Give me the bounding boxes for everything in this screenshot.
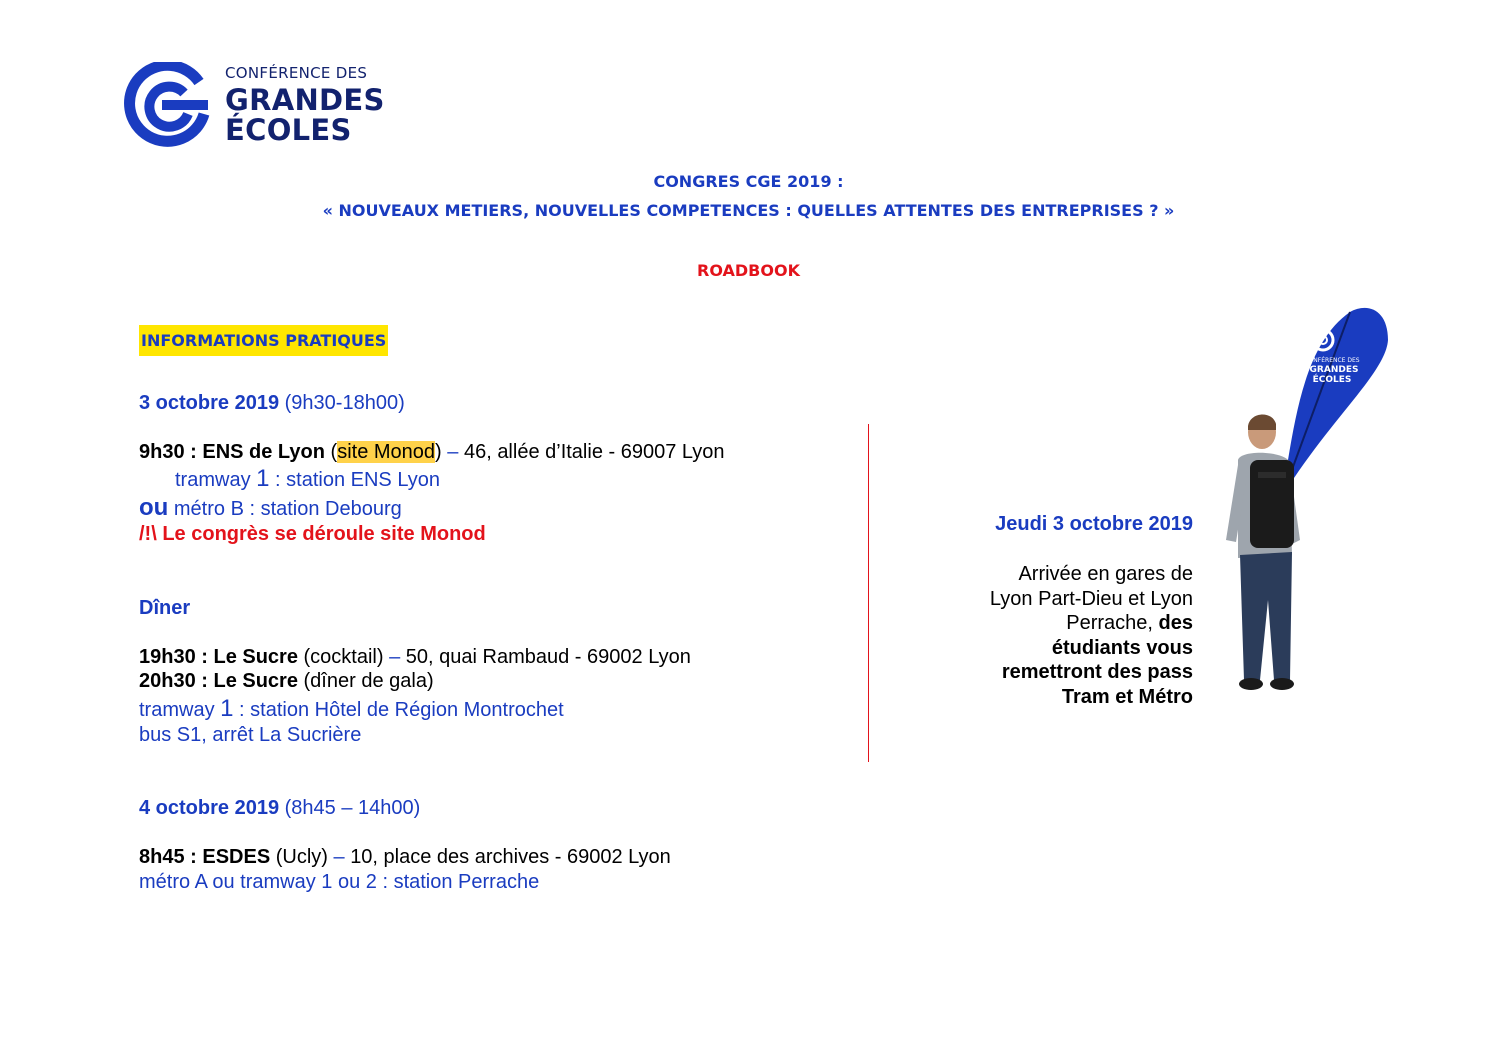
day1-venue-close: ) — [435, 441, 442, 463]
cge-logo — [124, 62, 394, 148]
day2-transport-line: métro A ou tramway 1 ou 2 : station Perrache — [139, 871, 540, 893]
day1-date: 3 octobre 2019 — [139, 392, 280, 414]
dinner-cocktail-address: 50, quai Rambaud - 69002 Lyon — [405, 646, 691, 668]
day2-venue-line — [139, 845, 671, 869]
day1-venue-site: site Monod — [337, 441, 436, 463]
flag-banner-icon — [1288, 308, 1388, 478]
day1-metro-line — [139, 496, 402, 521]
sidebar-line5: remettront des pass — [1001, 661, 1193, 683]
sidebar-date: Jeudi 3 octobre 2019 — [995, 513, 1193, 535]
sidebar-line3 — [990, 611, 1193, 636]
dinner-tram-line — [139, 697, 564, 722]
dinner-cocktail-line — [139, 645, 691, 669]
sidebar-line6: Tram et Métro — [1061, 685, 1193, 708]
section-heading-informations: INFORMATIONS PRATIQUES — [139, 325, 388, 356]
sidebar-line3-plain: Perrache, — [1066, 612, 1159, 634]
dinner-bus-line: bus S1, arrêt La Sucrière — [139, 724, 362, 746]
congress-title: CONGRES CGE 2019 : — [653, 172, 844, 191]
dinner-tram-suffix: : station Hôtel de Région Montrochet — [233, 699, 564, 721]
student-flag-illustration — [1210, 300, 1390, 715]
day1-metro: métro B : station Debourg — [168, 498, 402, 520]
day2-venue-time: 8h45 : ESDES — [139, 846, 271, 868]
flag-line2: GRANDES — [1309, 365, 1359, 375]
dinner-heading: Dîner — [139, 597, 191, 619]
day1-tram-line — [175, 467, 440, 492]
day1-date-line — [139, 391, 405, 415]
day1-tram-number: 1 — [256, 465, 270, 492]
dinner-cocktail-kind: (cocktail) — [297, 646, 384, 668]
sidebar-text — [990, 562, 1193, 709]
day1-venue-line — [139, 440, 725, 464]
day1-venue-address: 46, allée d’Italie - 69007 Lyon — [463, 441, 725, 463]
day2-date: 4 octobre 2019 — [139, 797, 280, 819]
day1-hours: (9h30-18h00) — [284, 392, 405, 414]
flag-line3: ÉCOLES — [1312, 375, 1352, 385]
logo-line2: GRANDES — [225, 83, 385, 117]
sidebar-line2: Lyon Part-Dieu et Lyon — [989, 587, 1193, 610]
day1-dash: – — [441, 441, 464, 463]
day2-hours: (8h45 – 14h00) — [284, 797, 421, 819]
dinner-gala-time: 20h30 : Le Sucre — [139, 670, 298, 692]
dinner-tram-prefix: tramway — [139, 699, 221, 721]
day2-dash: – — [327, 846, 351, 868]
sidebar-line3-bold: des — [1158, 612, 1193, 634]
dinner-gala-kind: (dîner de gala) — [297, 670, 434, 692]
day2-venue-address: 10, place des archives - 69002 Lyon — [350, 846, 671, 868]
day2-venue-kind: (Ucly) — [270, 846, 328, 868]
congress-subtitle: « NOUVEAUX METIERS, NOUVELLES COMPETENCES : QUELLES ATTENTES DES ENTREPRISES ? » — [322, 201, 1175, 220]
day1-venue-time: 9h30 : ENS de Lyon — [139, 441, 325, 463]
day2-date-line — [139, 796, 420, 820]
day1-or-word: ou — [139, 494, 169, 521]
day1-warning: /!\ Le congrès se déroule site Monod — [139, 523, 486, 545]
day1-tram-suffix: : station ENS Lyon — [269, 469, 440, 491]
sidebar-line1: Arrivée en gares de — [1018, 563, 1193, 585]
dinner-dash: – — [383, 646, 406, 668]
cge-logo-mark-icon — [124, 62, 212, 148]
vertical-divider — [868, 424, 869, 762]
day1-tram-prefix: tramway — [175, 469, 257, 491]
dinner-gala-line — [139, 669, 434, 693]
day1-venue-open: ( — [324, 441, 338, 463]
roadbook-heading: ROADBOOK — [697, 261, 800, 280]
flag-line1: CONFÉRENCE DES — [1304, 357, 1360, 364]
sidebar-line4: étudiants vous — [1051, 636, 1193, 659]
dinner-tram-number: 1 — [220, 695, 234, 722]
logo-line3: ÉCOLES — [225, 113, 352, 147]
logo-line1: CONFÉRENCE DES — [225, 64, 368, 82]
dinner-cocktail-time: 19h30 : Le Sucre — [139, 646, 298, 668]
